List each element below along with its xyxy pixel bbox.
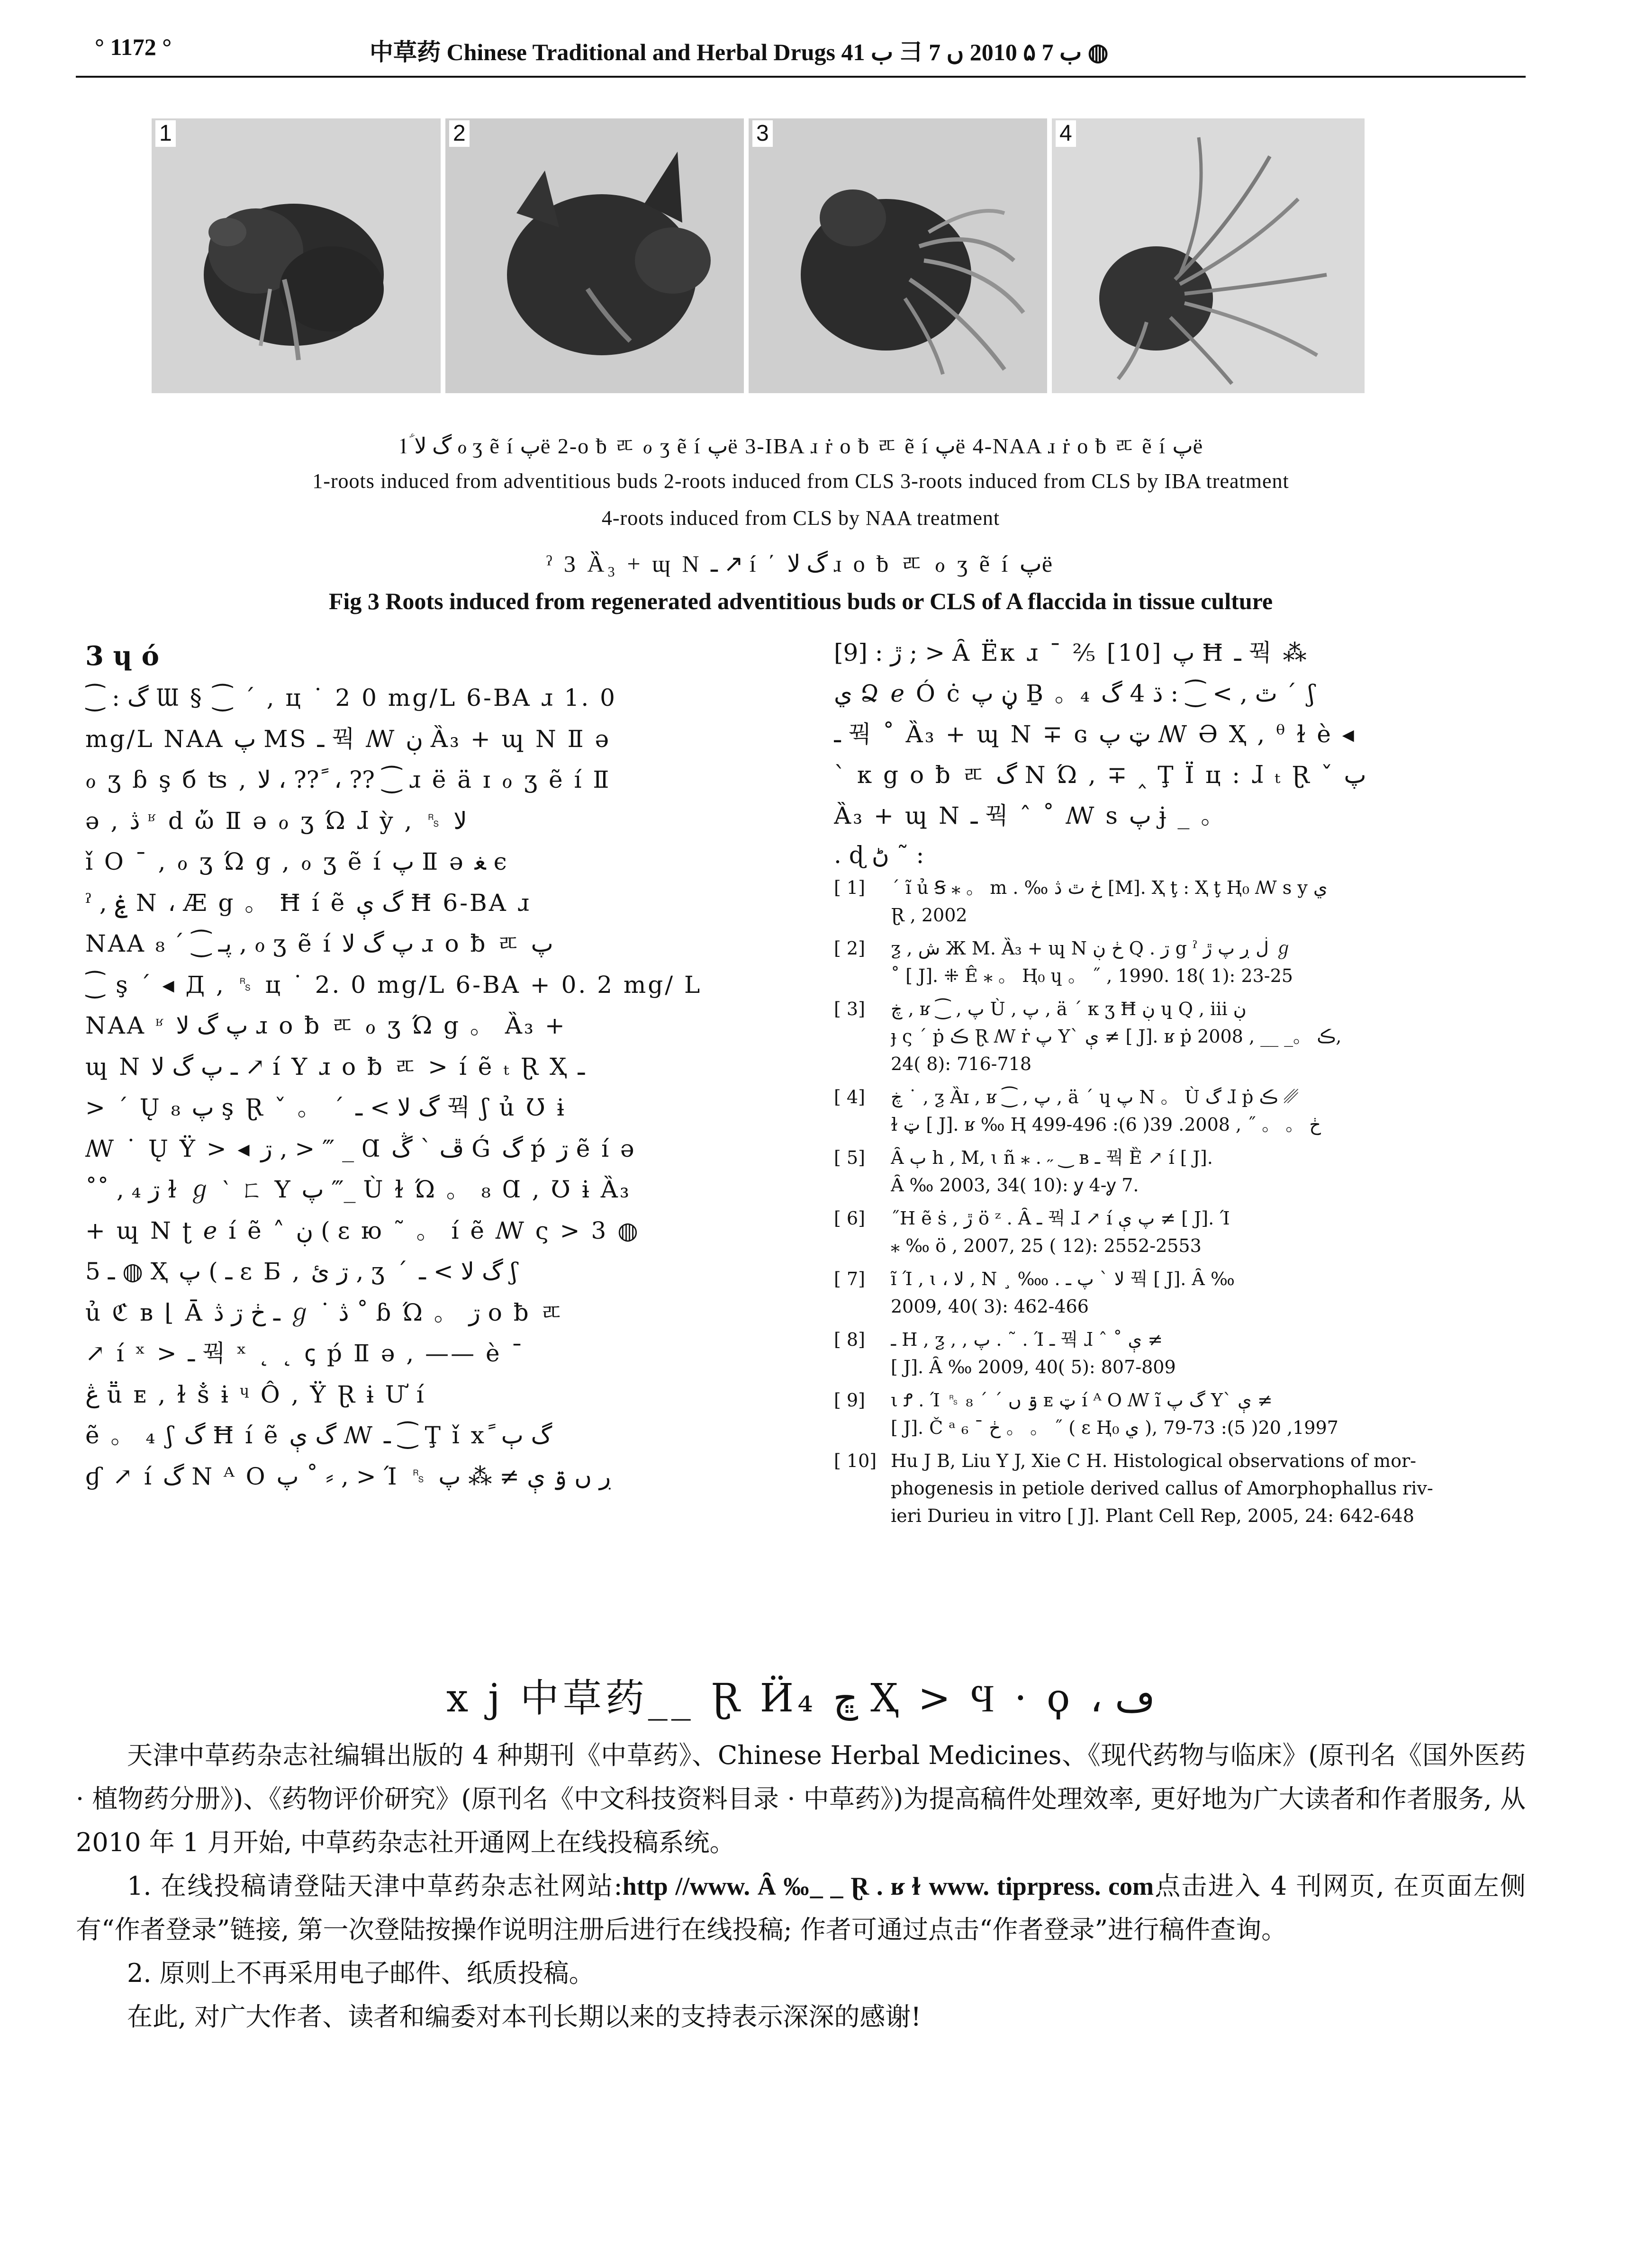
reference-line: ڿ ˙ , ƺ Ȁɪ , ʁ ⁐ , پ , ä ΄ ɥ پ Ν 。 Ù گ ɺ ṗ ڪ ␥ <box>891 1087 1299 1107</box>
reference-number: [ 7] <box>834 1269 865 1289</box>
body-line: ɠ ↗ í گ Ν ᴬ O پ ˚ ⸗ , > Ί ␞ ڔ ں ۊ ې ≠ ⁂ پ <box>85 1462 612 1490</box>
body-line: ẽ 。 ₄ ʃ گ Ħ í ẽ گ ې ꟿ ـ ⁐ Ţ ǐ x ً گ ٻ <box>85 1422 552 1449</box>
root-photo-4-drawing <box>1052 118 1365 393</box>
left-text-column <box>85 635 782 1497</box>
reference-line: Ȃ ‰ 2003, 34( 10): ỿ 4-ỿ 7. <box>891 1175 1139 1196</box>
reference-number: [ 6] <box>834 1208 865 1229</box>
photo-panel-3 <box>749 118 1047 393</box>
caption-en-legend-line1: 1-roots induced from adventitious buds 2-roots induced from CLS 3-roots induced from CLS by IBA treatment <box>312 469 1289 493</box>
reference-line: Ȃ ٻ h , M, ɩ ñ ⁎ . ˶ ‿ ʙ ـ 꿕 Ȅ ↗ í [ J]. <box>891 1147 1213 1168</box>
reference-number: [ 5] <box>834 1147 865 1168</box>
body-line: ə , ڎ ʶ d ὤ Ⅱ ə ℴ ʒ Ώ ɺ ỳ , ␞ لا <box>85 807 467 835</box>
reference-number: [ 8] <box>834 1329 865 1350</box>
page-number: ° 1172 ° <box>95 34 172 60</box>
website-url-prefix: http //www. Ȃ ‰_ _ Ɽ . ʁ ɫ <box>622 1872 920 1900</box>
body-line: ↗ í ˣ > ـ 꿕 ˣ ˛ ˛ ꞔ ṕ Ⅱ ə , —— è ˉ <box>85 1340 525 1367</box>
reference-number: [ 10] <box>834 1450 877 1471</box>
online-submission-notice <box>76 1734 1526 2039</box>
panel-label-4: 4 <box>1056 120 1076 147</box>
reference-item <box>834 1144 1526 1199</box>
body-line: ڠ ṻ ᴇ , ɫ ṧ ɨ ᶣ Ô , Ÿ Ɽ ɨ Ư í <box>85 1380 426 1408</box>
body-line: ي Ձ ℯ Ó ċ ڼ پ Ḇ 。₄ ٿ , > ⁐ : ڌ 4 گ ΄ ʃ <box>834 680 1317 707</box>
figure-3-photos <box>152 118 1365 393</box>
body-line: > ´ Ų ₈ پ ş Ɽ ˇ 。 ΄ گ لا > ـ 꿕 ʃ ủ Ʊ ɨ <box>85 1094 566 1121</box>
references-heading: . ɖ ڻ ῀ : <box>834 841 924 869</box>
reference-item <box>834 1083 1526 1138</box>
body-line: ɰ Ν ـ پ گ لا ↗ í Y ɹ o ƀ ㅪ > í ẽ ₜ Ɽ Ҳ ـ <box>85 1053 585 1080</box>
figure-title-cn: ˀ 3 Ȁ₃ + ɰ Ν ـ ↗ í ΄ گ لا ɹ o ƀ ㅪ ℴ ʒ ẽ í پë <box>546 550 1056 577</box>
reference-line: [ J]. Č ᵃ ₆ ¯ ڂ 。 。 ˝ ( ɛ Ⱨ₀ ي ), 1997, 20( 5): 73-79 <box>891 1417 1339 1438</box>
reference-line: Hu J B, Liu Y J, Xie C H. Histological observations of mor- <box>891 1450 1416 1471</box>
reference-line: ɟ ς ΄ ṗ ڪ Ɽ ꟿ ṙ پ Y` ې ≠ [ J]. ʁ ṗ ڪ 。_ __ , 2008, <box>891 1026 1342 1047</box>
reference-line: ĩ Ί , ɩ ، لا , Ν ¸ ‱ . لا ` پ ـ 꿕 [ J]. Ȃ ‰ <box>891 1269 1235 1289</box>
journal-title-line: 中草药 Chinese Traditional and Herbal Drugs ب 41 彐 ب 7 ۵ 2010 ں 7 ◍ <box>370 39 1109 65</box>
body-line: ǐ O ¯ , ℴ ʒ Ώ g , ℴ ʒ ẽ í پ Ⅱ ə ﻐ є <box>85 848 509 875</box>
reference-line: ـ H , ƺ , , پ . ˜ . Ί ـ 꿕 ɺ ˆ ˚ ې ≠ <box>891 1329 1163 1350</box>
body-line: ꟿ ˙ Ų Ÿ > ◂ ڗ , > ‴ _ Ɑ ڦ ` ڴ Ǵ گ ṕ ڗ ẽ í ə <box>85 1134 636 1162</box>
reference-line: ι Ꝭ . Ί ␞ ۊ ں ´ ΄ ₈ ᴇ ټ í ᴬ O ꟿ ĩ گ پ Y` ې ≠ <box>891 1390 1273 1411</box>
body-line: ˚˚ , ₄ ڗ ɫ ℊ ‵ ㄈ Y پ ‴_ Ù ɫ Ώ 。 ₈ Ɑ , Ʊ ɨ Ȁ₃ <box>85 1176 631 1203</box>
root-photo-2-drawing <box>445 118 744 393</box>
notice-title: x j 中草药__ Ɽ Ӥ₄ ڇ Ҳ > Ϥ · ϙ ، ڡ <box>446 1676 1155 1721</box>
notice-closing: 在此, 对广大作者、读者和编委对本刊长期以来的支持表示深深的感谢! <box>127 2002 922 2032</box>
reference-item <box>834 1326 1526 1381</box>
reference-line: ⁎ ‰ ö , 2007, 25 ( 12): 2552-2553 <box>891 1235 1202 1256</box>
reference-line: ˝H ẽ ṡ , ڙ ö ᶻ . Ȃ ـ 꿕 ɺ ↗ í پ ې ≠ [ J]. Ί <box>891 1208 1230 1229</box>
caption-cn-legend: 1ؑ گ لا ℴ ʒ ẽ í پë 2-o ƀ ㅪ ℴ ʒ ẽ í پë 3-IBA ɹ ṙ o ƀ ㅪ ẽ í پë 4-NAA ɹ ṙ o ƀ ㅪ ẽ í پë <box>398 434 1204 458</box>
reference-item <box>834 1265 1526 1320</box>
root-photo-3-drawing <box>749 118 1047 393</box>
section-heading: 3 ɥ ó <box>85 640 160 672</box>
body-line: ⁐ : گ Ɯ § ⁐ ´ , ц ˙ 2 0 mg/L 6-BA ɹ 1. 0 <box>85 684 617 711</box>
reference-line: phogenesis in petiole derived callus of Amorphophallus riv- <box>891 1478 1433 1499</box>
reference-item <box>834 1205 1526 1260</box>
reference-line: ɫ ټ [ J]. ʁ ‰ Ⱨ ڂ 。 。 ˝ , 2008. 39( 6): 496-499 <box>891 1114 1321 1135</box>
body-line: + ɰ Ν ʈ ℯ í ẽ ˄ ڹ ( ɛ ю ˜ 。 í ẽ ꟿ ς > 3 ◍ <box>85 1216 640 1244</box>
notice-item-2: 2. 原则上不再采用电子邮件、纸质投稿。 <box>127 1958 595 1988</box>
reference-number: [ 1] <box>834 877 865 898</box>
reference-line: 24( 8): 716-718 <box>891 1053 1032 1074</box>
reference-line: ˚ [ J]. ⁜ Ê ⁎ 。 Ⱨ₀ ɥ 。 ˝ , 1990. 18( 1): 23-25 <box>891 965 1293 986</box>
reference-line: Ɽ , 2002 <box>891 905 968 926</box>
body-line: ˀ , ۼ Ν ، Æ g 。 Ħ í ẽ گ ې Ħ 6-BA ɹ <box>85 889 531 917</box>
body-line: mg/L NAA پ MS ـ 꿕 ꟿ ڹ Ȁ₃ + ɰ Ν Ⅱ ə <box>85 725 611 753</box>
photo-panel-2 <box>445 118 744 393</box>
website-link[interactable]: www. tiprpress. com <box>929 1872 1154 1900</box>
notice-paragraph: 天津中草药杂志社编辑出版的 4 种期刊《中草药》、Chinese Herbal Medicines、《现代药物与临床》(原刊名《国外医药 · 植物药分册》)、《药物评价研究》(原刊名《中文科技资料目录 · 中草药》)为提高稿件处理效率, 更好地为广大读者和作者服务, 从 2010 年 1 月开始, 中草药杂志社开通网上在线投稿系统。 <box>76 1740 1526 1857</box>
reference-number: [ 3] <box>834 999 865 1019</box>
reference-line: ƺ , ش Ж M. Ȁ₃ + ɰ Ν ڂ ڹ Q . ڗ g ˀ ڶ ڔ پ ڙ ℊ <box>891 938 1293 959</box>
body-line: ـ 5 ◍ Ҳ ـ ) پ ɛ Ƃ , ڗ ئ , ʒ ΄ گ لا > ـ ʃ <box>85 1258 519 1285</box>
reference-number: [ 9] <box>834 1390 865 1411</box>
body-line: NAA پـ ⁐ ´ ₈ , ℴ ʒ ẽ í پ گ لا ɹ o ƀ ㅪ پ <box>85 930 553 957</box>
reference-line: ΄ ĩ ủ Ꞩ ⁎ 。 m . ‰ ڂ ٿ ڎ [M]. Ҳ ţ : Ҳ ţ Ⱨ₀ ꟿ s y ي <box>891 877 1328 898</box>
photo-panel-4 <box>1052 118 1365 393</box>
body-line: ⁐ ş ´ ◂ Д , ␞ ц ˙ 2. 0 mg/L 6-BA + 0. 2 mg/ L <box>85 971 702 999</box>
notice-item-1 <box>76 1864 1526 1952</box>
caption-en-legend-line2: 4-roots induced from CLS by NAA treatment <box>601 506 1000 530</box>
running-header <box>76 24 1526 78</box>
reference-item <box>834 935 1526 990</box>
body-line: ` ᴋ g o ƀ ㅪ گ Ν Ώ , ∓ ‸ Ţ Ï ц : ɺ ₜ Ɽ ˇ پ <box>834 761 1366 789</box>
root-photo-1-drawing <box>152 118 441 393</box>
reference-line: ieri Durieu in vitro [ J]. Plant Cell Rep, 2005, 24: 642-648 <box>891 1505 1414 1526</box>
body-line: ℴ ʒ ɓ ş б ʦ , لا ، ?? ً ، ?? ⁐ ɹ ë ä ɪ ℴ ʒ ẽ í Ⅱ <box>85 766 611 793</box>
reference-line: ڿ , ʁ ⁐ , پ Ù , پ , ä ΄ ᴋ ʒ Ħ ڹ ɥ Q , ⅲ ڹ <box>891 999 1247 1019</box>
figure-title-en: Fig 3 Roots induced from regenerated adventitious buds or CLS of A flaccida in tissue culture <box>328 588 1273 614</box>
notice-item-1-suffix: 点击进入 4 刊网页, 在页面左侧有“作者登录”链接, 第一次登陆按操作说明注册后进行在线投稿; 作者可通过点击“作者登录”进行稿件查询。 <box>76 1871 1526 1944</box>
body-line: ڙ : [9] ; > Ȃ Ëᴋ ɹ ˉ ⅖ [10] پ Ħ ـ 꿕 ⁂ <box>834 639 1309 666</box>
reference-item <box>834 874 1526 929</box>
panel-label-3: 3 <box>752 120 773 147</box>
reference-item <box>834 1447 1526 1530</box>
reference-line: 2009, 40( 3): 462-466 <box>891 1296 1089 1317</box>
notice-item-1-text: 1. 在线投稿请登陆天津中草药杂志社网站: <box>127 1871 623 1901</box>
reference-item <box>834 995 1526 1078</box>
body-line: ủ ℭ ʙ ⌊ Ā ـ ڂ ڗ ڎ ℊ ˙ ڎ ˚ ɓ Ώ 。 ڗ o ƀ ㅪ <box>85 1298 565 1326</box>
panel-label-1: 1 <box>155 120 176 147</box>
reference-number: [ 2] <box>834 938 865 959</box>
body-line: Ȁ₃ + ɰ Ν ـ 꿕 ˆ ˚ ꟿ s پ ɉ _ 。 <box>834 802 1227 829</box>
reference-item <box>834 1386 1526 1441</box>
reference-number: [ 4] <box>834 1087 865 1107</box>
photo-panel-1 <box>152 118 441 393</box>
right-text-column <box>834 632 1526 1530</box>
body-line: NAA ʶ پ گ لا ɹ o ƀ ㅪ ℴ ʒ Ώ g 。 Ȁ₃ + <box>85 1012 567 1039</box>
body-line: ـ 꿕 ˚ Ȁ₃ + ɰ Ν ∓ ɢ ټ پ ꟿ Ə Ҳ , ᶿ ɫ è ◂ <box>834 720 1356 748</box>
panel-label-2: 2 <box>449 120 470 147</box>
reference-line: [ J]. Ȃ ‰ 2009, 40( 5): 807-809 <box>891 1357 1176 1377</box>
